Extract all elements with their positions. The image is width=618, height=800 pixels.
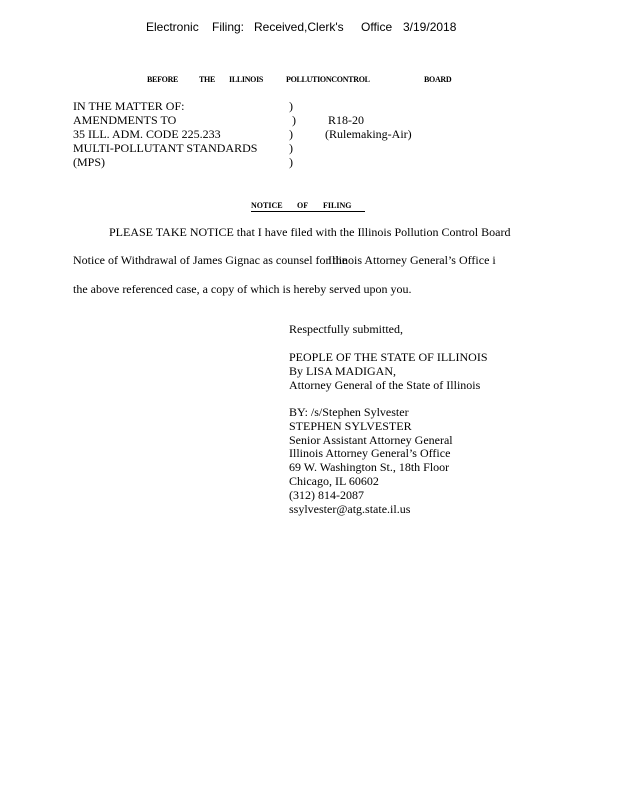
- caption-line: (MPS): [73, 155, 106, 169]
- body-line: the above referenced case, a copy of which is hereby served upon you.: [73, 282, 412, 296]
- address-city: Chicago, IL 60602: [289, 473, 379, 488]
- email-address: ssylvester@atg.state.il.us: [289, 501, 411, 516]
- body-line: Notice of Withdrawal of James Gignac as counsel for the: [73, 253, 348, 267]
- attorney-block: [289, 406, 453, 516]
- board-heading-word: ILLINOIS: [229, 75, 264, 84]
- stamp-word: Received,Clerk's: [254, 20, 344, 34]
- stamp-word: Filing:: [212, 20, 245, 34]
- caption-line: IN THE MATTER OF:: [73, 99, 185, 113]
- office-name: Illinois Attorney General’s Office: [289, 446, 451, 461]
- party-line: Attorney General of the State of Illinois: [289, 377, 481, 392]
- body-line: Illinois Attorney General’s Office i: [328, 253, 496, 267]
- attorney-title: Senior Assistant Attorney General: [289, 432, 453, 447]
- board-heading-word: THE: [199, 75, 215, 84]
- caption-paren: ): [289, 99, 293, 113]
- stamp-word: Electronic: [146, 20, 199, 34]
- stamp-date: 3/19/2018: [403, 20, 457, 34]
- notice-title: [251, 201, 365, 212]
- board-heading-word: BEFORE: [147, 75, 179, 84]
- caption-paren: ): [292, 113, 296, 127]
- attorney-name: STEPHEN SYLVESTER: [289, 418, 412, 433]
- party-line: PEOPLE OF THE STATE OF ILLINOIS: [289, 350, 488, 364]
- caption-line: AMENDMENTS TO: [73, 113, 177, 127]
- notice-title-word: FILING: [323, 201, 352, 210]
- body-line: PLEASE TAKE NOTICE that I have filed with the Illinois Pollution Control Board: [109, 225, 511, 239]
- case-type: (Rulemaking-Air): [325, 127, 412, 141]
- address-street: 69 W. Washington St., 18th Floor: [289, 460, 450, 475]
- caption-line: 35 ILL. ADM. CODE 225.233: [73, 127, 221, 141]
- by-line: BY: /s/Stephen Sylvester: [289, 405, 409, 419]
- party-block: [289, 351, 488, 392]
- phone-number: (312) 814-2087: [289, 487, 364, 502]
- caption-paren: ): [289, 155, 293, 169]
- caption-paren: ): [289, 141, 293, 155]
- notice-title-word: OF: [297, 201, 309, 210]
- notice-title-word: NOTICE: [251, 201, 283, 210]
- party-line: By LISA MADIGAN,: [289, 363, 397, 378]
- case-number: R18-20: [328, 113, 364, 127]
- board-heading-word: BOARD: [424, 75, 452, 84]
- caption-paren: ): [289, 127, 293, 141]
- caption-line: MULTI-POLLUTANT STANDARDS: [73, 141, 258, 155]
- stamp-word: Office: [361, 20, 393, 34]
- caption-matter-lines: [73, 99, 257, 169]
- closing-line: Respectfully submitted,: [289, 322, 403, 336]
- board-heading-word: POLLUTIONCONTROL: [286, 75, 370, 84]
